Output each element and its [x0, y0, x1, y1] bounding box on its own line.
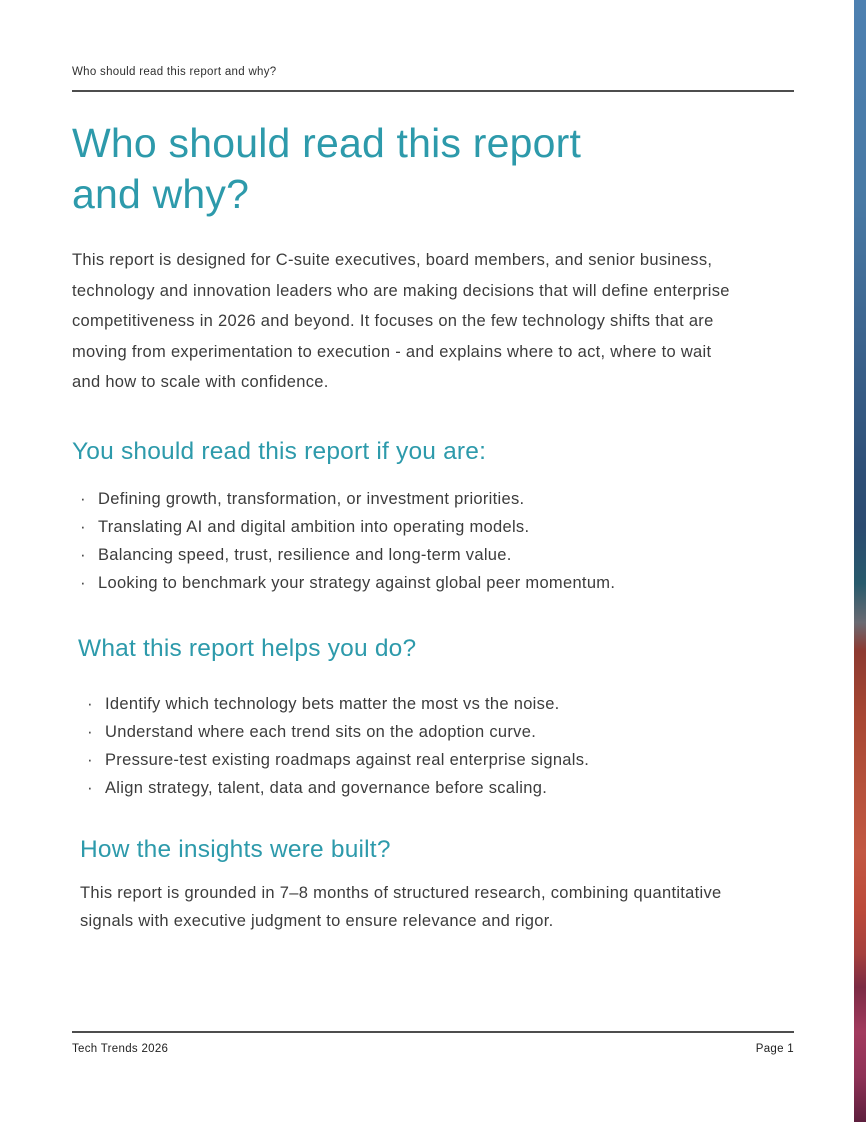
intro-paragraph: This report is designed for C-suite executives, board members, and senior business, technology and innovation leaders who are making decisions that will define enterprise competitiveness in 2026 and beyond. It focuses on the few technology shifts that are moving from experimentation to execution - and explains where to act, where to wait and how to scale with confidence. — [72, 251, 730, 391]
page-title-line1: Who should read this report — [72, 120, 582, 166]
list-item — [72, 485, 794, 513]
running-header: Who should read this report and why? — [72, 66, 277, 78]
list-item — [79, 774, 794, 802]
bullet-dot-icon: · — [87, 721, 93, 741]
section-what-report-helps — [72, 635, 794, 802]
list-item-text: Align strategy, talent, data and governance before scaling. — [105, 778, 548, 797]
footer-page-number: Page 1 — [755, 1043, 794, 1055]
section-how-insights-built — [72, 836, 794, 936]
list-item-text: Understand where each trend sits on the adoption curve. — [105, 722, 537, 741]
section-heading: What this report helps you do? — [78, 634, 417, 662]
list-item — [72, 541, 794, 569]
list-item — [79, 690, 794, 718]
section-who-should-read — [72, 438, 794, 597]
page-title — [72, 118, 794, 220]
footer-report-title: Tech Trends 2026 — [72, 1043, 169, 1055]
bullet-dot-icon: · — [87, 777, 93, 797]
bullet-dot-icon: · — [87, 693, 93, 713]
bullet-dot-icon: · — [80, 572, 86, 592]
section-heading: How the insights were built? — [80, 835, 391, 863]
footer-divider — [72, 1031, 794, 1033]
list-item — [79, 746, 794, 774]
page-footer — [72, 1031, 794, 1055]
list-item — [79, 718, 794, 746]
list-item — [72, 569, 794, 597]
bullet-list — [72, 485, 794, 597]
list-item-text: Defining growth, transformation, or investment priorities. — [98, 489, 525, 508]
bullet-dot-icon: · — [80, 516, 86, 536]
header-divider — [72, 90, 794, 92]
list-item-text: Pressure-test existing roadmaps against real enterprise signals. — [105, 750, 590, 769]
list-item — [72, 513, 794, 541]
bullet-dot-icon: · — [87, 749, 93, 769]
list-item-text: Identify which technology bets matter the most vs the noise. — [105, 694, 560, 713]
bullet-dot-icon: · — [80, 488, 86, 508]
list-item-text: Balancing speed, trust, resilience and long-term value. — [98, 545, 512, 564]
bullet-dot-icon: · — [80, 544, 86, 564]
page-title-line2: and why? — [72, 171, 250, 217]
section-heading: You should read this report if you are: — [72, 437, 487, 465]
list-item-text: Looking to benchmark your strategy against global peer momentum. — [98, 573, 616, 592]
section-body-paragraph: This report is grounded in 7–8 months of structured research, combining quantitative signals with executive judgment to ensure relevance and rigor. — [80, 883, 722, 930]
list-item-text: Translating AI and digital ambition into operating models. — [98, 517, 530, 536]
footer-row — [72, 1043, 794, 1055]
bullet-list — [79, 690, 794, 802]
